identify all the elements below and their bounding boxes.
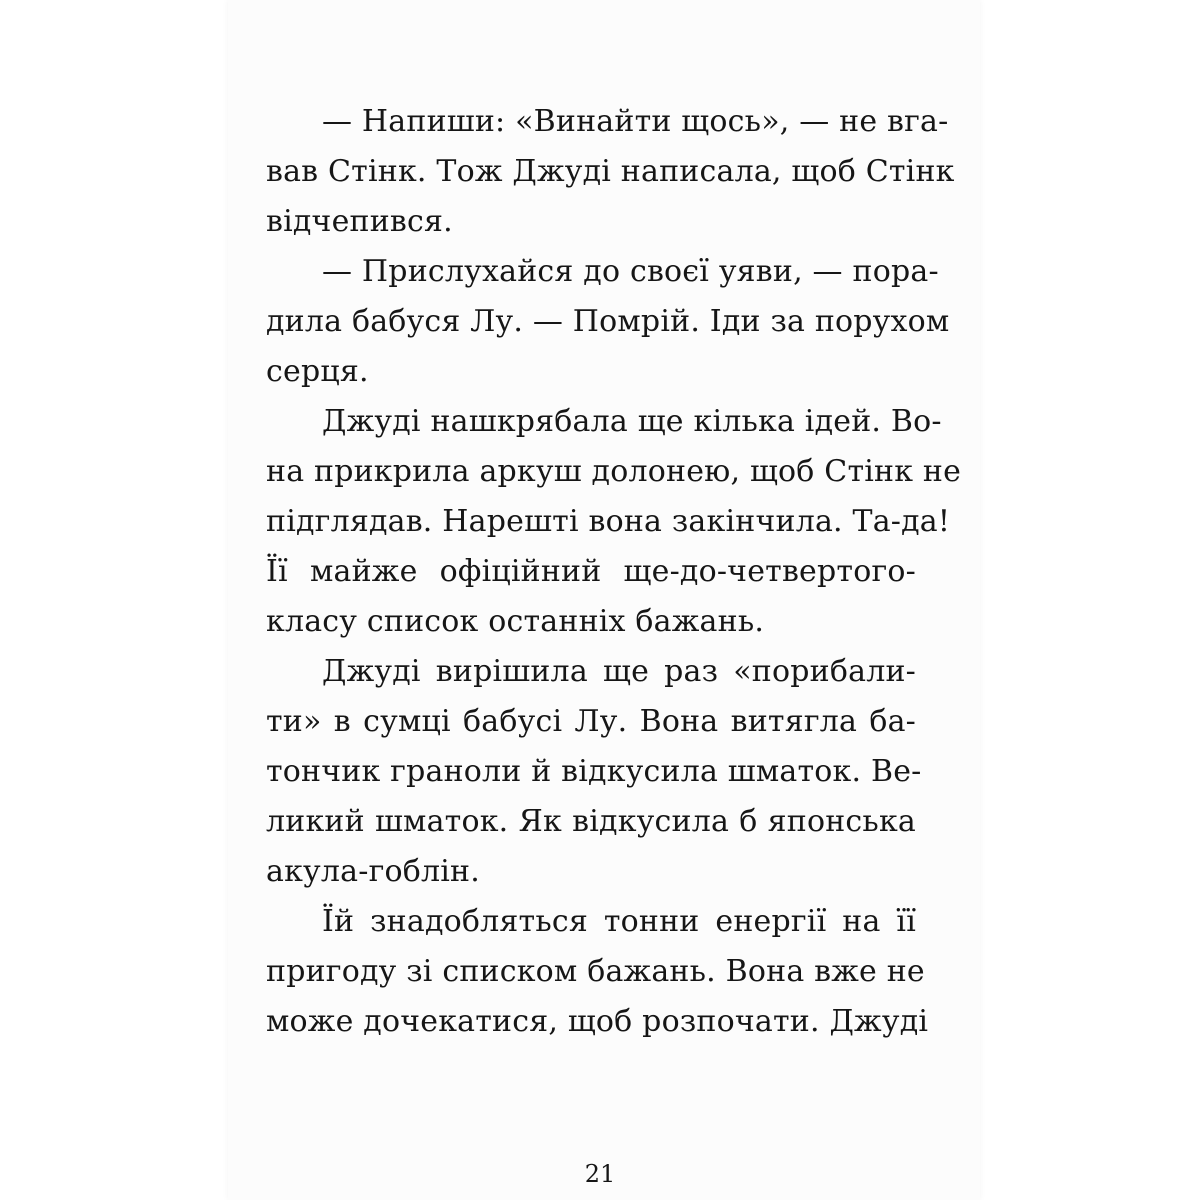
page-number: 21 [584, 1160, 616, 1188]
text-line: — Напиши: «Винайти щось», — не вга- [322, 104, 949, 139]
text-line: відчепився. [266, 204, 453, 239]
text-line: класу список останніх бажань. [266, 604, 765, 639]
text-line: ликий шматок. Як відкусила б японська [266, 804, 916, 839]
text-line: Джуді нашкрябала ще кілька ідей. Во- [322, 404, 942, 439]
text-line: ти» в сумці бабусі Лу. Вона витягла ба- [266, 704, 916, 739]
text-line: Їй знадобляться тонни енергії на її [322, 904, 916, 939]
text-line: підглядав. Нарешті вона закінчила. Та-да! [266, 504, 951, 539]
text-line: — Прислухайся до своєї уяви, — пора- [322, 254, 939, 289]
text-line: тончик граноли й відкусила шматок. Ве- [266, 754, 922, 789]
text-line: може дочекатися, щоб розпочати. Джуді [266, 1004, 929, 1039]
text-line: пригоду зі списком бажань. Вона вже не [266, 954, 925, 989]
text-line: Її майже офіційний ще-до-четвертого- [266, 554, 916, 589]
text-line: акула-гоблін. [266, 854, 480, 889]
text-line: серця. [266, 354, 369, 389]
text-line: Джуді вирішила ще раз «порибали- [322, 654, 916, 689]
text-line: вав Стінк. Тож Джуді написала, щоб Стінк [266, 154, 955, 189]
text-line: дила бабуся Лу. — Помрій. Іди за порухом [266, 304, 950, 339]
text-line: на прикрила аркуш долонею, щоб Стінк не [266, 454, 962, 489]
